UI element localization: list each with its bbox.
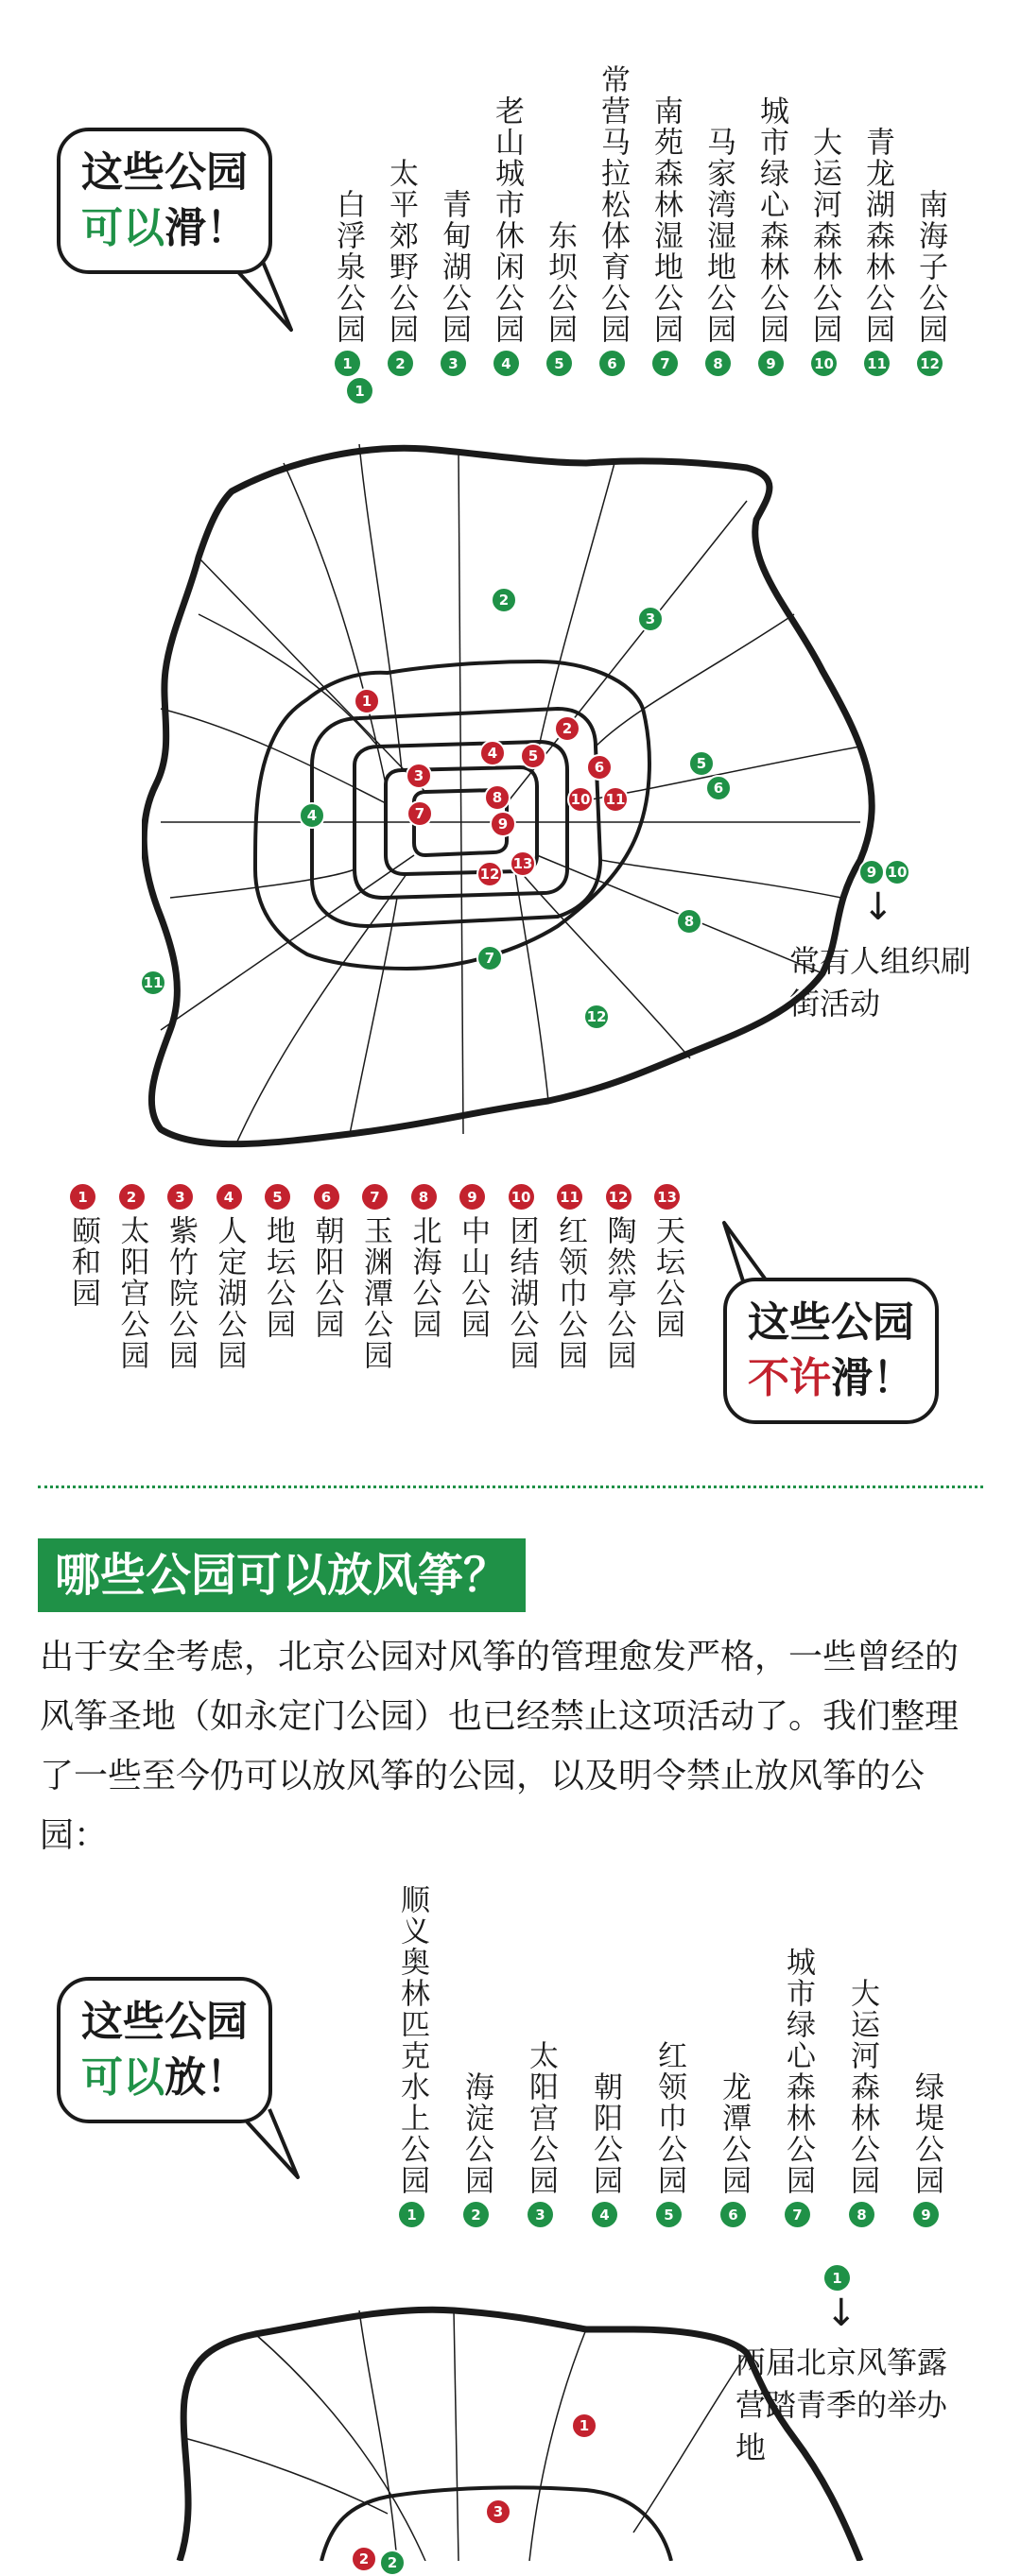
park-number-badge: 2 (463, 2202, 489, 2227)
park-number-badge: 1 (399, 2202, 424, 2227)
park-number-badge: 5 (546, 351, 572, 376)
banned-park-3 (164, 1184, 198, 1371)
park-name: 青龙湖森林公园 (860, 127, 894, 345)
park-name: 大运河森林公园 (845, 1978, 879, 2196)
allowed-park-8 (703, 127, 733, 376)
section-paragraph: 出于安全考虑，北京公园对风筝的管理愈发严格，一些曾经的风筝圣地（如永定门公园）也已经禁止这项活动了。我们整理了一些至今仍可以放风筝的公园，以及明令禁止放风筝的公园： (40, 1638, 960, 1855)
banned-park-12 (601, 1184, 636, 1371)
map-marker-red-12: 12 (476, 861, 503, 887)
park-name: 天坛公园 (650, 1215, 684, 1340)
map-marker-green-2: 2 (379, 2550, 406, 2576)
park-number-badge: 12 (917, 351, 943, 376)
park-name: 白浮泉公园 (331, 189, 365, 345)
map-marker-green-4: 4 (299, 802, 325, 829)
park-name: 北海公园 (407, 1215, 441, 1340)
allowed-park-11 (860, 127, 894, 376)
park-name: 龙潭公园 (717, 2071, 751, 2196)
banned-park-6 (309, 1184, 344, 1340)
park-number-badge: 3 (441, 351, 466, 376)
banned-park-9 (456, 1184, 490, 1340)
map-marker-green-12: 12 (583, 1004, 610, 1030)
park-number-badge: 1 (70, 1184, 95, 1210)
park-name: 东坝公园 (543, 220, 577, 345)
map-note-badge: 1 (824, 2265, 850, 2291)
park-name: 中山公园 (456, 1215, 490, 1340)
park-name: 城市绿心森林公园 (781, 1947, 815, 2196)
park-number-badge: 4 (216, 1184, 242, 1210)
park-number-badge: 6 (314, 1184, 339, 1210)
allowed-park-9 (756, 95, 786, 376)
bubble-banned-skating (723, 1278, 939, 1424)
allowed-park-1 (331, 189, 365, 376)
park-number-badge: 9 (758, 351, 784, 376)
park-name: 紫竹院公园 (164, 1215, 198, 1371)
park-number-badge: 2 (119, 1184, 145, 1210)
map-marker-red-2: 2 (554, 715, 580, 742)
kite-park-8 (845, 1978, 879, 2227)
map-marker-green-2: 2 (491, 587, 517, 613)
park-name: 绿堤公园 (909, 2071, 943, 2196)
park-name: 人定湖公园 (212, 1215, 247, 1371)
map-marker-red-3: 3 (485, 2499, 511, 2525)
park-name: 红领巾公园 (553, 1215, 587, 1371)
park-name: 老山城市休闲公园 (490, 95, 524, 345)
park-number-badge: 7 (652, 351, 678, 376)
map-marker-red-6: 6 (586, 754, 613, 781)
banned-park-11 (553, 1184, 587, 1371)
kite-park-1 (395, 1884, 429, 2227)
park-number-badge: 8 (411, 1184, 437, 1210)
map-marker-green-3: 3 (637, 606, 664, 632)
allowed-park-4 (490, 95, 524, 376)
park-number-badge: 10 (811, 351, 837, 376)
allowed-park-10 (809, 127, 839, 376)
park-name: 地坛公园 (261, 1215, 295, 1340)
allowed-park-6 (596, 64, 630, 376)
park-number-badge: 4 (493, 351, 519, 376)
park-name: 大运河森林公园 (807, 127, 841, 345)
banned-park-7 (358, 1184, 392, 1371)
park-name: 南海子公园 (913, 189, 947, 345)
park-name: 团结湖公园 (504, 1215, 539, 1371)
park-number-badge: 7 (785, 2202, 810, 2227)
map-note-badge-10: 10 (884, 859, 910, 885)
park-number-badge: 11 (557, 1184, 582, 1210)
banned-park-1 (66, 1184, 100, 1309)
section-heading-kite: 哪些公园可以放风筝？ (38, 1538, 526, 1612)
bubble-line2 (81, 204, 248, 252)
bubble-cannot-text: 不许 (748, 1354, 831, 1403)
bubble-allowed-skating (57, 128, 272, 274)
map-marker-red-3: 3 (406, 763, 432, 789)
park-number-badge: 3 (528, 2202, 553, 2227)
park-number-badge: 13 (654, 1184, 680, 1210)
banned-park-4 (212, 1184, 247, 1371)
park-number-badge: 3 (167, 1184, 193, 1210)
allowed-park-2 (384, 158, 418, 376)
map-marker-red-1: 1 (571, 2413, 597, 2439)
kite-park-4 (588, 2071, 622, 2227)
park-number-badge: 4 (592, 2202, 617, 2227)
park-number-badge: 1 (335, 351, 360, 376)
park-name: 朝阳公园 (588, 2071, 622, 2196)
park-number-badge: 5 (656, 2202, 682, 2227)
kite-park-6 (717, 2071, 751, 2227)
park-number-badge: 12 (606, 1184, 632, 1210)
banned-park-5 (261, 1184, 295, 1340)
map-marker-red-1: 1 (354, 688, 380, 714)
park-name: 城市绿心森林公园 (754, 95, 788, 345)
park-name: 顺义奥林匹克水上公园 (395, 1884, 429, 2196)
park-name: 南苑森林湿地公园 (649, 95, 683, 345)
map-note-badge-9: 9 (858, 859, 885, 885)
bubble-line1: 这些公园 (748, 1298, 914, 1347)
allowed-park-5 (543, 220, 577, 376)
bubble-can-text: 可以 (81, 204, 164, 253)
map-marker-red-10: 10 (567, 786, 594, 813)
bubble-verb-text: 滑！ (831, 1354, 914, 1403)
park-number-badge: 2 (388, 351, 413, 376)
park-number-badge: 8 (849, 2202, 874, 2227)
map-marker-red-5: 5 (520, 743, 546, 769)
map-marker-red-13: 13 (510, 850, 536, 877)
bubble-line1: 这些公园 (81, 1998, 248, 2046)
kite-park-7 (781, 1947, 815, 2227)
map-note-arrow: ↓ (862, 885, 894, 929)
bubble-verb-text: 滑！ (164, 204, 248, 253)
map-marker-green-7: 7 (476, 945, 503, 971)
map-marker-red-2: 2 (351, 2546, 377, 2572)
map-marker-green-11: 11 (140, 970, 166, 996)
map-marker-green-6: 6 (705, 775, 732, 801)
kite-park-9 (911, 2071, 941, 2227)
map-marker-green-8: 8 (676, 908, 702, 935)
map-marker-red-9: 9 (490, 811, 516, 837)
map-note-kite: 两届北京风筝露营踏青季的举办地 (735, 2344, 948, 2465)
map-marker-red-8: 8 (484, 784, 510, 811)
section-divider (38, 1485, 983, 1488)
park-name: 青甸湖公园 (437, 189, 471, 345)
park-name: 红领巾公园 (652, 2040, 686, 2196)
park-name: 太阳宫公园 (114, 1215, 149, 1371)
park-name: 陶然亭公园 (601, 1215, 636, 1371)
bubble-line2 (748, 1354, 914, 1402)
bubble-line2 (81, 2053, 248, 2102)
park-name: 太平郊野公园 (384, 158, 418, 345)
map-marker-red-7: 7 (407, 800, 433, 827)
park-name: 常营马拉松体育公园 (596, 64, 630, 345)
park-number-badge: 11 (864, 351, 890, 376)
park-name: 太阳宫公园 (524, 2040, 558, 2196)
kite-park-5 (654, 2040, 684, 2227)
banned-park-13 (652, 1184, 682, 1340)
banned-park-8 (409, 1184, 439, 1340)
park-number-badge: 10 (509, 1184, 534, 1210)
banned-park-10 (504, 1184, 539, 1371)
park-number-badge: 5 (265, 1184, 290, 1210)
park-name: 玉渊潭公园 (358, 1215, 392, 1371)
banned-park-2 (114, 1184, 149, 1371)
park-number-badge: 6 (720, 2202, 746, 2227)
park-number-badge: 9 (913, 2202, 939, 2227)
allowed-park-3 (437, 189, 471, 376)
kite-park-3 (524, 2040, 558, 2227)
park-name: 颐和园 (66, 1215, 100, 1309)
map-marker-red-4: 4 (479, 740, 506, 766)
park-number-badge: 8 (705, 351, 731, 376)
bubble-verb-text: 放！ (164, 2053, 248, 2103)
map-note-skating: 常有人组织刷街活动 (789, 943, 972, 1022)
bubble-line1: 这些公园 (81, 148, 248, 197)
map-note-arrow: ↓ (825, 2292, 857, 2335)
map-marker-red-11: 11 (602, 786, 629, 813)
bubble-can-text: 可以 (81, 2053, 164, 2103)
map-marker-green-5: 5 (688, 750, 715, 777)
bubble-allowed-kite (57, 1977, 272, 2123)
allowed-park-12 (913, 189, 947, 376)
kite-park-2 (461, 2071, 491, 2227)
allowed-park-7 (649, 95, 683, 376)
beijing-map-skating (142, 425, 879, 1153)
park-number-badge: 6 (599, 351, 625, 376)
park-number-badge: 7 (362, 1184, 388, 1210)
park-name: 朝阳公园 (309, 1215, 344, 1340)
park-number-badge: 9 (459, 1184, 485, 1210)
park-name: 马家湾湿地公园 (701, 127, 735, 345)
extra-badge: 1 (347, 378, 372, 404)
park-name: 海淀公园 (459, 2071, 493, 2196)
